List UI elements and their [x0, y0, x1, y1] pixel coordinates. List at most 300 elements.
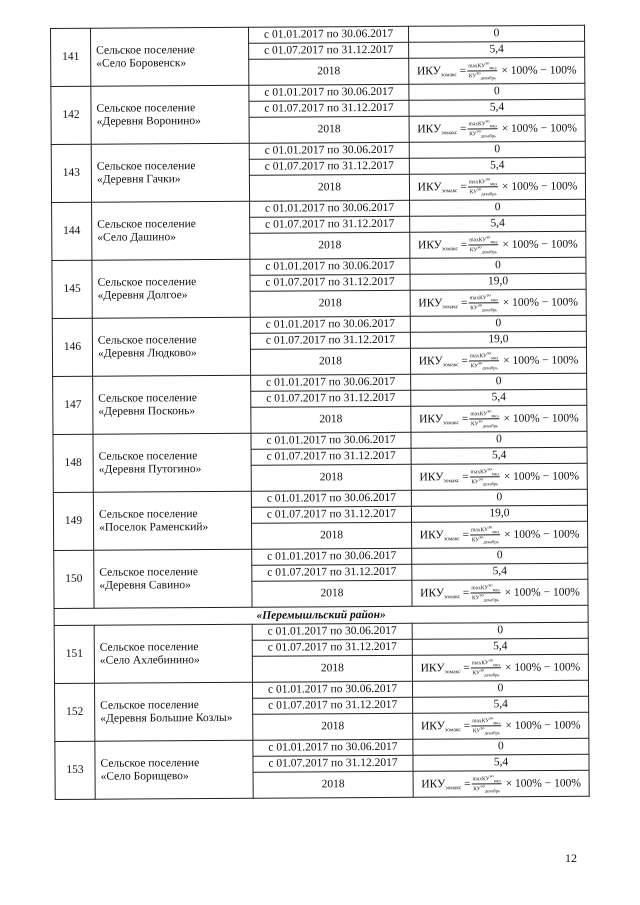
value-second-half: 5,4: [410, 215, 586, 232]
formula-numerator-sup: эо: [489, 714, 494, 720]
period-second-half: с 01.07.2017 по 31.12.2017: [251, 506, 411, 523]
settlement-title: «Деревня Савино»: [99, 578, 191, 592]
value-first-half: 0: [408, 25, 584, 42]
formula-denominator-sub: декабрь: [483, 597, 500, 603]
row-number: 143: [51, 144, 91, 202]
formula-numerator-sup: эо: [485, 117, 490, 123]
formula-fraction: [468, 119, 498, 139]
formula-numerator-sub: мкэ: [489, 64, 497, 70]
value-first-half: 0: [412, 680, 588, 697]
index-formula: [412, 579, 588, 606]
formula-denominator-sub: декабрь: [482, 423, 498, 429]
settlement-type: Сельское поселение: [98, 449, 198, 463]
value-first-half: 0: [413, 738, 589, 755]
row-number: 152: [55, 683, 95, 741]
formula-fraction: [469, 293, 499, 313]
formula-lhs-sup: эо: [442, 419, 449, 426]
formula-eq: =: [462, 586, 470, 599]
formula-numerator-sub: мкэ: [493, 661, 501, 667]
formula-denominator: [470, 593, 500, 603]
formula-lhs-sub: макс: [448, 419, 460, 426]
formula-eq: =: [464, 777, 471, 790]
value-first-half: 0: [412, 547, 588, 564]
formula-denominator: [470, 535, 500, 545]
settlement-title: «Деревня Гачки»: [96, 172, 181, 186]
formula-numerator: [468, 235, 498, 246]
formula-denominator-sup: эо: [476, 128, 481, 134]
period-first-half: с 01.01.2017 по 30.06.2017: [250, 258, 410, 275]
year-cell: 2018: [249, 116, 409, 143]
formula-numerator-text: maxКУ: [470, 410, 488, 417]
row-number: 145: [52, 260, 92, 318]
formula-rhs: × 100% − 100%: [502, 237, 578, 251]
settlement-title: «Село Борищево»: [100, 769, 189, 783]
formula-lhs: ИКУ: [418, 354, 443, 367]
formula-numerator-sup: эо: [488, 581, 493, 587]
row-number: 142: [51, 86, 91, 144]
formula-denominator-text: КУ: [469, 189, 478, 196]
formula-lhs-sub: макс: [448, 477, 460, 484]
period-second-half: с 01.07.2017 по 31.12.2017: [251, 390, 411, 407]
period-second-half: с 01.07.2017 по 31.12.2017: [249, 100, 409, 117]
settlement-name: [94, 549, 252, 608]
formula-lhs-sup: эо: [441, 129, 447, 136]
formula-lhs: ИКУ: [419, 470, 444, 483]
formula-denominator-sub: декабрь: [484, 730, 500, 736]
formula-lhs: ИКУ: [418, 296, 443, 309]
formula-denominator-text: КУ: [472, 728, 481, 735]
row-number: 149: [53, 492, 93, 550]
formula-numerator-sub: мкэ: [492, 586, 500, 592]
formula-numerator: [467, 61, 497, 72]
formula-numerator: [472, 774, 502, 785]
formula-lhs: ИКУ: [420, 719, 445, 732]
value-first-half: 0: [410, 315, 586, 332]
formula-lhs-sup: эо: [442, 361, 448, 368]
formula-numerator-sub: мкэ: [491, 354, 499, 360]
formula-eq: =: [462, 528, 470, 541]
index-formula: [411, 405, 587, 432]
formula-lhs-sup: эо: [441, 245, 448, 252]
row-number: 147: [53, 376, 93, 434]
index-formula: [412, 521, 588, 548]
formula-numerator-text: maxКУ: [469, 294, 487, 301]
settlement-type: Сельское поселение: [98, 507, 198, 521]
row-number: 144: [52, 202, 92, 260]
year-cell: 2018: [251, 406, 411, 433]
formula-denominator: [470, 477, 500, 487]
settlement-type: Сельское поселение: [96, 101, 196, 115]
formula-numerator-sub: мкэ: [491, 412, 499, 418]
period-first-half: с 01.01.2017 по 30.06.2017: [251, 374, 411, 391]
settlement-type: Сельское поселение: [100, 698, 199, 712]
row-number: 141: [51, 28, 91, 86]
period-second-half: с 01.07.2017 по 31.12.2017: [250, 216, 410, 233]
formula-denominator-sup: эо: [476, 70, 481, 76]
formula-fraction: [472, 774, 502, 794]
period-second-half: с 01.07.2017 по 31.12.2017: [251, 448, 411, 465]
period-first-half: с 01.01.2017 по 30.06.2017: [249, 142, 409, 159]
formula-numerator-sup: эо: [486, 349, 492, 355]
formula-numerator: [471, 658, 501, 669]
formula-numerator: [469, 351, 499, 362]
settlement-title: «Деревня Людково»: [97, 346, 197, 360]
settlement-name: [94, 624, 252, 683]
settlement-type: Сельское поселение: [99, 565, 199, 579]
formula-lhs-sub: макс: [446, 129, 458, 136]
settlement-name: [92, 201, 250, 260]
formula-denominator-sub: декабрь: [484, 788, 501, 794]
formula-denominator-sub: декабрь: [481, 191, 497, 197]
formula-denominator-text: КУ: [473, 786, 481, 793]
value-first-half: 0: [411, 489, 587, 506]
value-second-half: 5,4: [413, 754, 589, 771]
formula-denominator-sub: декабрь: [480, 75, 496, 81]
row-number: 153: [55, 741, 95, 799]
formula-rhs: × 100% − 100%: [501, 63, 577, 77]
value-second-half: 5,4: [409, 41, 585, 58]
formula-numerator-sub: мкэ: [493, 777, 501, 783]
period-second-half: с 01.07.2017 по 31.12.2017: [249, 158, 409, 175]
formula-numerator: [470, 525, 500, 536]
formula-lhs-sup: эо: [440, 71, 447, 78]
formula-denominator: [469, 419, 499, 429]
index-formula: [409, 57, 585, 84]
formula-lhs-sub: макс: [450, 784, 462, 791]
formula-denominator: [468, 129, 498, 139]
formula-numerator-sup: эо: [486, 233, 491, 239]
formula-eq: =: [463, 719, 471, 732]
settlement-name: [93, 491, 251, 550]
formula-lhs-sub: макс: [445, 71, 457, 78]
formula-numerator: [468, 177, 498, 188]
formula-fraction: [470, 525, 500, 545]
formula-rhs: × 100% − 100%: [505, 718, 581, 732]
formula-numerator-sup: эо: [488, 656, 494, 662]
formula-numerator: [471, 716, 501, 727]
formula-numerator-sub: мкэ: [489, 122, 497, 128]
value-second-half: 5,4: [411, 389, 587, 406]
formula-rhs: × 100% − 100%: [501, 179, 578, 193]
value-first-half: 0: [412, 622, 588, 639]
formula-denominator-sub: декабрь: [483, 481, 499, 487]
row-number: 150: [54, 550, 94, 608]
formula-lhs-sub: макс: [449, 726, 461, 733]
value-second-half: 19,0: [411, 505, 587, 522]
year-cell: 2018: [250, 290, 410, 317]
formula-fraction: [471, 716, 501, 736]
formula-denominator-sup: эо: [478, 360, 483, 366]
formula-numerator-sup: эо: [485, 175, 491, 181]
year-cell: 2018: [250, 348, 410, 375]
formula-numerator-sub: мкэ: [490, 296, 498, 302]
value-first-half: 0: [411, 431, 587, 448]
settlement-name: [91, 27, 249, 86]
formula-denominator: [468, 187, 498, 197]
formula-denominator-text: КУ: [471, 479, 479, 486]
index-formula: [412, 654, 588, 681]
formula-numerator-text: maxКУ: [470, 468, 488, 475]
settlement-name: [91, 143, 249, 202]
settlement-type: Сельское поселение: [98, 391, 197, 405]
period-first-half: с 01.01.2017 по 30.06.2017: [248, 26, 408, 43]
settlement-name: [92, 317, 250, 376]
formula-fraction: [468, 235, 498, 255]
formula-denominator-sub: декабрь: [483, 539, 499, 545]
settlement-type: Сельское поселение: [97, 333, 197, 347]
tariff-index-table: [50, 25, 590, 800]
period-second-half: с 01.07.2017 по 31.12.2017: [252, 564, 412, 581]
value-first-half: 0: [410, 199, 586, 216]
formula-eq: =: [463, 661, 470, 674]
formula-numerator-text: maxКУ: [472, 775, 490, 782]
formula-rhs: × 100% − 100%: [503, 469, 580, 483]
formula-eq: =: [460, 238, 468, 251]
formula-denominator-text: КУ: [468, 73, 477, 80]
year-cell: 2018: [249, 58, 409, 85]
formula-fraction: [471, 658, 501, 678]
index-formula: [411, 463, 587, 490]
formula-numerator-sub: мкэ: [492, 528, 500, 534]
period-second-half: с 01.07.2017 по 31.12.2017: [253, 755, 413, 772]
formula-eq: =: [460, 180, 467, 193]
year-cell: 2018: [252, 580, 412, 607]
formula-numerator-sup: эо: [487, 465, 492, 471]
formula-numerator-text: maxКУ: [468, 178, 486, 185]
value-first-half: 0: [409, 83, 585, 100]
formula-denominator-text: КУ: [469, 131, 477, 138]
settlement-type: Сельское поселение: [100, 756, 200, 770]
formula-eq: =: [462, 470, 469, 483]
formula-eq: =: [461, 296, 468, 309]
value-second-half: 5,4: [409, 157, 585, 174]
settlement-title: «Деревня Путогино»: [98, 462, 202, 476]
formula-denominator-sub: декабрь: [480, 133, 497, 139]
formula-denominator: [471, 726, 501, 736]
period-first-half: с 01.01.2017 по 30.06.2017: [252, 623, 412, 640]
formula-lhs-sub: макс: [449, 668, 461, 675]
index-formula: [410, 347, 586, 374]
formula-lhs: ИКУ: [420, 586, 445, 599]
formula-lhs-sub: макс: [448, 535, 460, 542]
formula-numerator-text: maxКУ: [468, 120, 486, 127]
settlement-title: «Село Дашино»: [97, 230, 176, 244]
formula-lhs-sup: эо: [445, 784, 451, 791]
value-second-half: 5,4: [409, 99, 585, 116]
formula-denominator-text: КУ: [471, 537, 480, 544]
formula-denominator: [472, 784, 502, 794]
settlement-type: Сельское поселение: [96, 43, 195, 57]
formula-lhs-sub: макс: [449, 593, 461, 600]
formula-numerator: [468, 119, 498, 130]
formula-rhs: × 100% − 100%: [505, 776, 581, 790]
formula-denominator: [469, 361, 499, 371]
formula-rhs: × 100% − 100%: [504, 660, 581, 674]
formula-fraction: [469, 351, 499, 371]
formula-eq: =: [459, 64, 467, 77]
settlement-title: «Деревня Посконь»: [98, 404, 196, 418]
formula-lhs: ИКУ: [417, 180, 442, 193]
formula-fraction: [470, 467, 500, 487]
settlement-title: «Село Ахлебинино»: [99, 653, 200, 667]
formula-numerator-sub: мкэ: [490, 238, 498, 244]
formula-denominator-text: КУ: [472, 670, 480, 677]
year-cell: 2018: [253, 713, 413, 740]
row-number: 148: [53, 434, 93, 492]
formula-denominator-text: КУ: [470, 305, 478, 312]
formula-lhs-sup: эо: [444, 726, 451, 733]
formula-denominator-text: КУ: [469, 247, 478, 254]
formula-numerator-text: maxКУ: [469, 352, 487, 359]
formula-denominator-sup: эо: [478, 476, 484, 482]
district-name: «Перемышльский район»: [54, 605, 588, 625]
index-formula: [413, 770, 589, 797]
formula-lhs-sub: макс: [446, 187, 458, 194]
index-formula: [409, 173, 585, 200]
formula-lhs: ИКУ: [420, 661, 445, 674]
index-formula: [410, 289, 586, 316]
formula-numerator: [470, 583, 500, 594]
settlement-title: «Деревня Воронино»: [96, 114, 201, 128]
formula-denominator-sub: декабрь: [481, 307, 498, 313]
settlement-type: Сельское поселение: [99, 640, 199, 654]
formula-numerator-sup: эо: [486, 291, 491, 297]
value-second-half: 19,0: [410, 331, 586, 348]
settlement-title: «Село Боровенск»: [96, 56, 187, 70]
year-cell: 2018: [249, 174, 409, 201]
formula-lhs: ИКУ: [419, 528, 444, 541]
formula-numerator: [470, 467, 500, 478]
year-cell: 2018: [250, 232, 410, 259]
formula-numerator-sup: эо: [489, 772, 494, 778]
formula-denominator-sup: эо: [479, 667, 485, 673]
settlement-name: [93, 433, 251, 492]
formula-denominator-text: КУ: [472, 595, 480, 602]
settlement-type: Сельское поселение: [97, 217, 196, 231]
formula-fraction: [468, 177, 498, 197]
formula-eq: =: [460, 122, 467, 135]
period-first-half: с 01.01.2017 по 30.06.2017: [249, 84, 409, 101]
settlement-title: «Поселок Раменский»: [99, 520, 209, 534]
formula-rhs: × 100% − 100%: [504, 585, 580, 599]
formula-numerator-sup: эо: [487, 407, 492, 413]
formula-lhs-sup: эо: [442, 303, 448, 310]
formula-lhs-sub: макс: [447, 361, 459, 368]
formula-eq: =: [461, 354, 469, 367]
period-first-half: с 01.01.2017 по 30.06.2017: [251, 490, 411, 507]
formula-denominator-sup: эо: [480, 725, 485, 731]
formula-numerator-text: maxКУ: [469, 236, 487, 243]
formula-numerator-sub: мкэ: [491, 470, 499, 476]
settlement-type: Сельское поселение: [96, 159, 196, 173]
settlement-title: «Деревня Большие Козлы»: [100, 711, 233, 725]
value-first-half: 0: [411, 373, 587, 390]
period-first-half: с 01.01.2017 по 30.06.2017: [251, 432, 411, 449]
formula-fraction: [467, 61, 497, 81]
formula-lhs: ИКУ: [416, 64, 441, 77]
period-first-half: с 01.01.2017 по 30.06.2017: [253, 681, 413, 698]
period-first-half: с 01.01.2017 по 30.06.2017: [250, 316, 410, 333]
value-second-half: 5,4: [413, 696, 589, 713]
period-second-half: с 01.07.2017 по 31.12.2017: [250, 332, 410, 349]
index-formula: [413, 712, 589, 739]
formula-lhs-sup: эо: [444, 593, 450, 600]
formula-denominator: [468, 245, 498, 255]
formula-lhs: ИКУ: [417, 122, 442, 135]
formula-lhs: ИКУ: [421, 777, 446, 790]
settlement-name: [91, 85, 249, 144]
formula-lhs-sup: эо: [441, 187, 447, 194]
index-formula: [409, 115, 585, 142]
formula-fraction: [469, 409, 499, 429]
page-number: 12: [565, 851, 577, 865]
formula-numerator-text: maxКУ: [472, 717, 490, 724]
settlement-name: [95, 682, 253, 741]
index-formula: [410, 231, 586, 258]
formula-denominator-sup: эо: [476, 186, 482, 192]
formula-lhs-sub: макс: [447, 245, 458, 252]
period-second-half: с 01.07.2017 по 31.12.2017: [249, 42, 409, 59]
value-second-half: 5,4: [412, 638, 588, 655]
settlement-name: [92, 259, 250, 318]
year-cell: 2018: [251, 464, 411, 491]
formula-rhs: × 100% − 100%: [503, 411, 579, 425]
period-second-half: с 01.07.2017 по 31.12.2017: [250, 274, 410, 291]
year-cell: 2018: [253, 771, 413, 798]
formula-rhs: × 100% − 100%: [504, 527, 580, 541]
table-body: [51, 25, 590, 799]
settlement-name: [93, 375, 251, 434]
formula-denominator-text: КУ: [470, 363, 479, 370]
row-number: 151: [54, 625, 94, 683]
year-cell: 2018: [252, 655, 412, 682]
settlement-name: [95, 740, 253, 799]
formula-denominator: [471, 668, 501, 678]
formula-numerator-sup: эо: [487, 523, 493, 529]
formula-denominator-sup: эо: [480, 783, 485, 789]
settlement-title: «Деревня Долгое»: [97, 288, 188, 302]
period-second-half: с 01.07.2017 по 31.12.2017: [252, 639, 412, 656]
formula-eq: =: [461, 412, 469, 425]
formula-numerator-sub: мкэ: [493, 719, 501, 725]
formula-denominator-text: КУ: [470, 421, 479, 428]
formula-rhs: × 100% − 100%: [501, 121, 577, 135]
row-number: 146: [52, 318, 92, 376]
formula-denominator-sup: эо: [477, 244, 482, 250]
formula-numerator: [469, 293, 499, 304]
year-cell: 2018: [252, 522, 412, 549]
formula-lhs: ИКУ: [419, 412, 444, 425]
formula-fraction: [470, 583, 500, 603]
formula-lhs-sup: эо: [443, 535, 449, 542]
value-second-half: 5,4: [412, 563, 588, 580]
value-first-half: 0: [409, 141, 585, 158]
formula-numerator-text: maxКУ: [471, 584, 489, 591]
formula-numerator-sub: мкэ: [490, 180, 498, 186]
value-first-half: 0: [410, 257, 586, 274]
value-second-half: 5,4: [411, 447, 587, 464]
formula-denominator-sub: декабрь: [482, 365, 498, 371]
formula-lhs: ИКУ: [417, 238, 442, 251]
period-first-half: с 01.01.2017 по 30.06.2017: [250, 200, 410, 217]
formula-numerator-sup: эо: [485, 59, 490, 65]
value-second-half: 19,0: [410, 273, 586, 290]
formula-lhs-sup: эо: [443, 477, 449, 484]
formula-denominator-sup: эо: [479, 534, 484, 540]
formula-numerator-text: maxКУ: [468, 62, 486, 69]
formula-denominator: [469, 303, 499, 313]
formula-denominator-sup: эо: [477, 302, 482, 308]
